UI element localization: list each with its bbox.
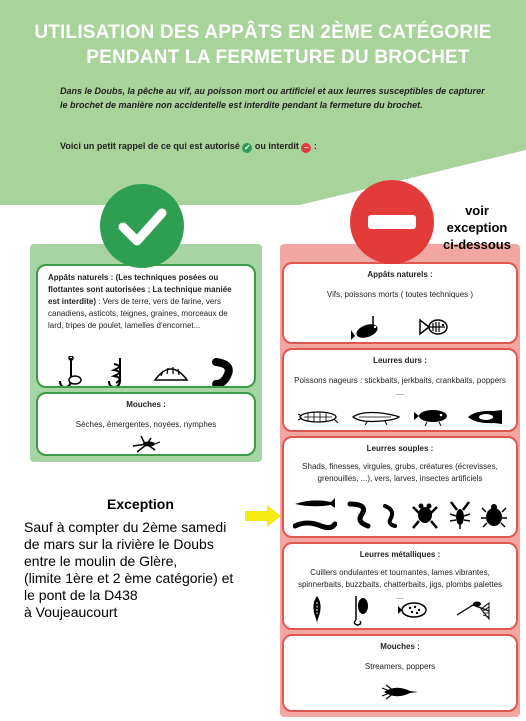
exception-line: de mars sur la rivière le Doubs (24, 536, 214, 552)
forbidden-metal-lures-card (282, 542, 518, 630)
allowed-natural-title: Appâts naturels : (Les techniques posées ou flottantes sont autorisées ; La technique maniée est interdite) (48, 273, 232, 306)
no-entry-icon (350, 180, 434, 264)
exception-line: le pont de la D438 (24, 587, 138, 603)
check-icon (100, 184, 184, 268)
exception-title: Exception (107, 496, 174, 512)
mini-check-icon: ✓ (244, 143, 251, 152)
reminder-text: Voici un petit rappel de ce qui est autorisé ✓ ou interdit – : (60, 141, 317, 152)
crayfish-icon (448, 500, 472, 530)
exception-line: entre le moulin de Glère, (24, 553, 178, 569)
frog-icon (411, 501, 439, 529)
hook-with-bait-icon (59, 356, 85, 388)
exception-line: à Voujeaucourt (24, 604, 118, 620)
forbidden-flies-title: Mouches : (380, 642, 420, 651)
forbidden-metal-title: Leurres métalliques : (359, 550, 441, 559)
exception-line: Sauf à compter du 2ème samedi (24, 519, 227, 535)
grub-icon (381, 502, 401, 528)
shad-icon (293, 496, 337, 534)
vibrating-blade-icon (398, 600, 430, 620)
stickbait-icon (351, 409, 401, 425)
forbidden-hard-lures-card (282, 348, 518, 432)
forbidden-flies-card (282, 634, 518, 712)
forbidden-natural-bait-card (282, 262, 518, 344)
allowed-flies-card (36, 392, 256, 456)
forbidden-hard-title: Leurres durs : (373, 356, 427, 365)
yellow-arrow-icon (243, 504, 283, 528)
forbidden-metal-text: Cuillers ondulantes et tournantes, lames vibrantes, spinnerbaits, buzzbaits, chatterbaits, jigs, plombs palettes ... (297, 568, 503, 601)
fish-on-hook-icon (351, 314, 385, 340)
allowed-badge (100, 184, 184, 268)
larva-icon (210, 358, 234, 388)
allowed-flies-title: Mouches : (126, 400, 166, 409)
forbidden-hard-text: Poissons nageurs : stickbaits, jerkbaits, crankbaits, poppers ... (294, 376, 506, 397)
worm-icon (346, 500, 372, 530)
forbidden-soft-lures-card (282, 436, 518, 538)
popper-icon (464, 408, 504, 426)
forbidden-soft-title: Leurres souples : (366, 444, 434, 453)
streamer-icon (380, 682, 420, 702)
exception-text (24, 519, 264, 621)
allowed-flies-text: Sèches, émergentes, noyées, nymphes (75, 420, 217, 429)
title-line-1: UTILISATION DES APPÂTS EN 2ÈME CATÉGORIE (34, 22, 492, 43)
page-title (0, 20, 526, 70)
exception-line: (limite 1ère et 2 ème catégorie) et (24, 570, 234, 586)
forbidden-natural-title: Appâts naturels : (367, 270, 433, 279)
forbidden-natural-text: Vifs, poissons morts ( toutes techniques ) (326, 290, 474, 299)
hook-with-worm-icon (106, 356, 132, 388)
fly-icon (131, 434, 161, 454)
allowed-natural-text: : Vers de terre, vers de farine, vers canadiens, asticots, teignes, graines, morceaux de lard, tripes de poulet, lamelles d'encornet... (48, 297, 228, 330)
allowed-column (30, 244, 262, 462)
crankbait-icon (296, 409, 340, 425)
title-line-2: PENDANT LA FERMETURE DU BROCHET (86, 47, 470, 68)
beetle-icon (481, 502, 507, 528)
see-exception-note: voir exception ci-dessous (443, 203, 511, 252)
spoon-icon (309, 594, 325, 626)
allowed-natural-bait-card (36, 264, 256, 388)
forbidden-badge (350, 180, 434, 264)
forbidden-column (280, 244, 520, 717)
spinnerbait-icon (455, 599, 491, 621)
intro-text: Dans le Doubs, la pêche au vif, au poisson mort ou artificiel et aux leurres susceptibles de capturer le brochet de manière non accidentelle est interdite pendant la fermeture du brochet. (60, 86, 485, 110)
jerkbait-icon (413, 408, 453, 426)
forbidden-flies-text: Streamers, poppers (364, 662, 436, 671)
mini-forbidden-icon: – (301, 143, 311, 153)
fish-skeleton-icon (418, 315, 450, 339)
spinner-icon (350, 594, 372, 626)
forbidden-soft-text: Shads, finesses, virgules, grubs, créatures (écrevisses, grenouilles, ...), vers, larves, insectes artificiels (302, 462, 498, 483)
grub-icon (153, 362, 189, 384)
